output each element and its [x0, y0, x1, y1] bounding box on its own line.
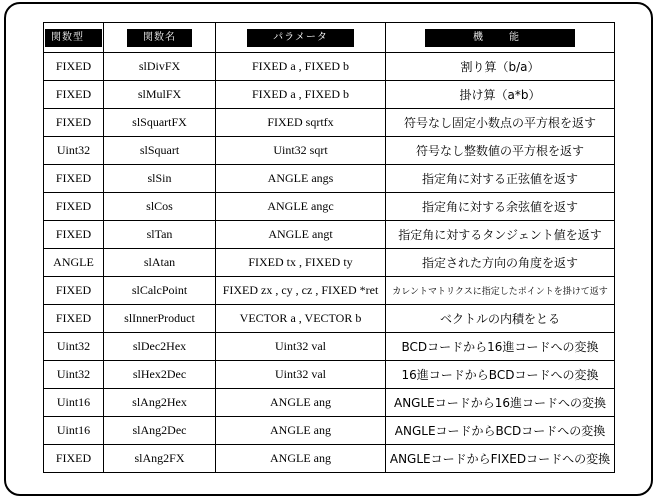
description-cell: 符号なし固定小数点の平方根を返す	[386, 109, 615, 137]
table-row	[44, 445, 615, 473]
return-type-cell: ANGLE	[44, 249, 104, 277]
return-type-cell: Uint32	[44, 137, 104, 165]
function-name-cell: slCos	[104, 193, 216, 221]
function-name-cell: slMulFX	[104, 81, 216, 109]
table-row	[44, 389, 615, 417]
math-function-table	[43, 22, 615, 473]
description-cell: 指定された方向の角度を返す	[386, 249, 615, 277]
parameters-cell: ANGLE ang	[216, 389, 386, 417]
header-return-type-cell	[44, 23, 104, 53]
parameters-cell: FIXED a , FIXED b	[216, 53, 386, 81]
header-parameters-cell	[216, 23, 386, 53]
table-row	[44, 137, 615, 165]
function-name-cell: slAtan	[104, 249, 216, 277]
table-row	[44, 249, 615, 277]
parameters-cell: ANGLE ang	[216, 445, 386, 473]
description-cell: カレントマトリクスに指定したポイントを掛けて返す	[386, 277, 615, 305]
return-type-cell: FIXED	[44, 193, 104, 221]
header-row	[44, 23, 615, 53]
function-name-cell: slInnerProduct	[104, 305, 216, 333]
parameters-cell: Uint32 val	[216, 361, 386, 389]
return-type-cell: FIXED	[44, 305, 104, 333]
table-row	[44, 109, 615, 137]
table-row	[44, 361, 615, 389]
description-cell: 指定角に対する余弦値を返す	[386, 193, 615, 221]
function-name-cell: slDivFX	[104, 53, 216, 81]
parameters-cell: ANGLE angt	[216, 221, 386, 249]
function-name-cell: slSin	[104, 165, 216, 193]
parameters-cell: Uint32 val	[216, 333, 386, 361]
function-name-cell: slHex2Dec	[104, 361, 216, 389]
function-name-cell: slTan	[104, 221, 216, 249]
parameters-cell: ANGLE ang	[216, 417, 386, 445]
table-row	[44, 53, 615, 81]
header-parameters: パラメータ	[247, 29, 354, 47]
header-function-name: 関数名	[127, 29, 192, 47]
function-name-cell: slDec2Hex	[104, 333, 216, 361]
parameters-cell: ANGLE angs	[216, 165, 386, 193]
return-type-cell: FIXED	[44, 221, 104, 249]
function-name-cell: slSquart	[104, 137, 216, 165]
description-cell: 掛け算（a*b）	[386, 81, 615, 109]
description-cell: 指定角に対する正弦値を返す	[386, 165, 615, 193]
return-type-cell: FIXED	[44, 53, 104, 81]
function-name-cell: slAng2Hex	[104, 389, 216, 417]
table-row	[44, 333, 615, 361]
table-row	[44, 193, 615, 221]
function-name-cell: slAng2FX	[104, 445, 216, 473]
return-type-cell: Uint32	[44, 361, 104, 389]
description-cell: 符号なし整数値の平方根を返す	[386, 137, 615, 165]
table-row	[44, 221, 615, 249]
description-cell: ANGLEコードからFIXEDコードへの変換	[386, 445, 615, 473]
table-row	[44, 81, 615, 109]
return-type-cell: FIXED	[44, 445, 104, 473]
return-type-cell: Uint32	[44, 333, 104, 361]
return-type-cell: Uint16	[44, 389, 104, 417]
description-cell: 指定角に対するタンジェント値を返す	[386, 221, 615, 249]
description-cell: ANGLEコードからBCDコードへの変換	[386, 417, 615, 445]
parameters-cell: ANGLE angc	[216, 193, 386, 221]
return-type-cell: Uint16	[44, 417, 104, 445]
return-type-cell: FIXED	[44, 165, 104, 193]
description-cell: ANGLEコードから16進コードへの変換	[386, 389, 615, 417]
return-type-cell: FIXED	[44, 277, 104, 305]
table-row	[44, 277, 615, 305]
header-function-name-cell	[104, 23, 216, 53]
header-return-type: 関数型	[45, 29, 102, 47]
description-cell: ベクトルの内積をとる	[386, 305, 615, 333]
table-row	[44, 305, 615, 333]
table-body	[44, 53, 615, 473]
return-type-cell: FIXED	[44, 81, 104, 109]
table-row	[44, 417, 615, 445]
parameters-cell: FIXED tx , FIXED ty	[216, 249, 386, 277]
header-function-desc-cell	[386, 23, 615, 53]
parameters-cell: FIXED a , FIXED b	[216, 81, 386, 109]
parameters-cell: FIXED sqrtfx	[216, 109, 386, 137]
function-name-cell: slSquartFX	[104, 109, 216, 137]
function-name-cell: slCalcPoint	[104, 277, 216, 305]
description-cell: 割り算（b/a）	[386, 53, 615, 81]
description-cell: 16進コードからBCDコードへの変換	[386, 361, 615, 389]
function-name-cell: slAng2Dec	[104, 417, 216, 445]
parameters-cell: VECTOR a , VECTOR b	[216, 305, 386, 333]
description-cell: BCDコードから16進コードへの変換	[386, 333, 615, 361]
header-function-desc: 機 能	[425, 29, 575, 47]
parameters-cell: Uint32 sqrt	[216, 137, 386, 165]
table-row	[44, 165, 615, 193]
return-type-cell: FIXED	[44, 109, 104, 137]
parameters-cell: FIXED zx , cy , cz , FIXED *ret	[216, 277, 386, 305]
